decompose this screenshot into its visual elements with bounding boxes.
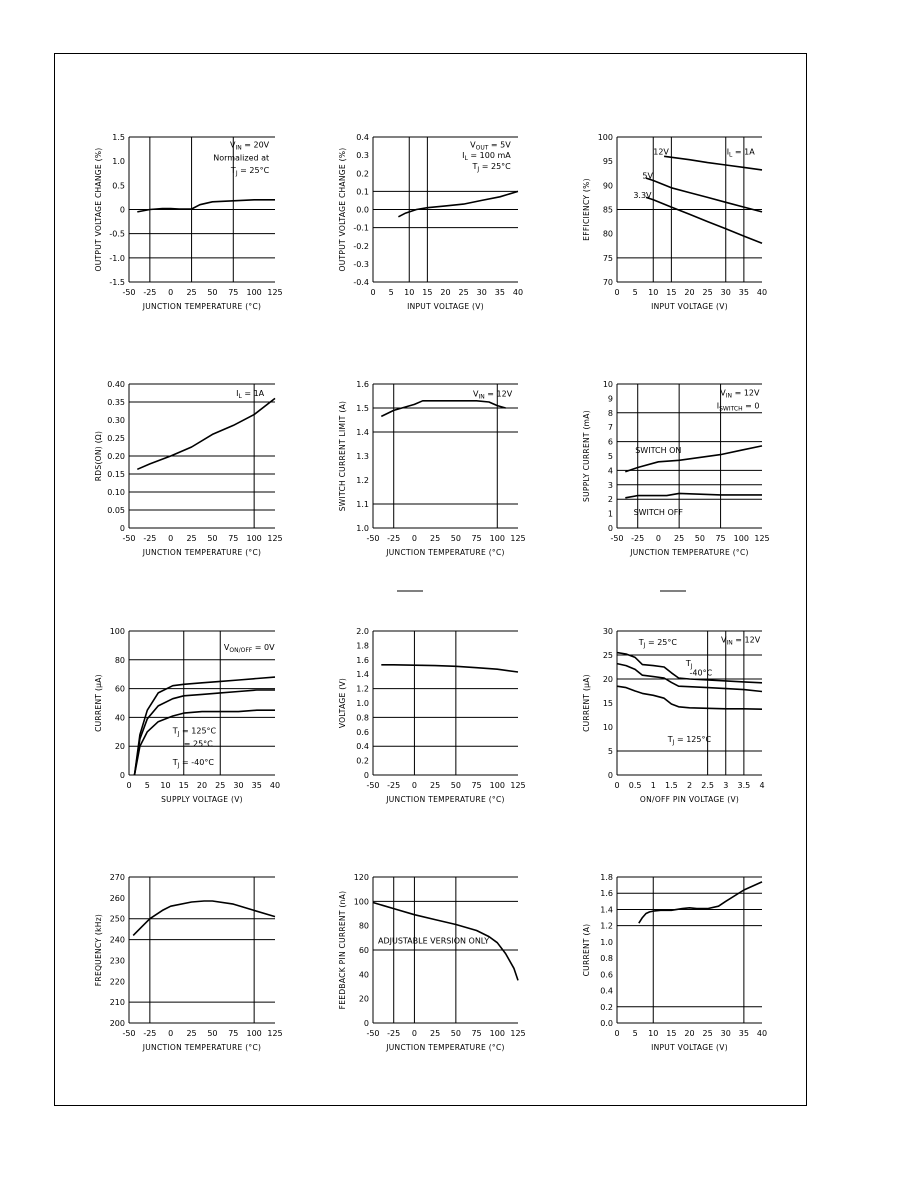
chart-c12 [582, 873, 767, 1052]
x-tick-label: 125 [754, 534, 770, 543]
y-tick-label: 8 [607, 408, 613, 418]
x-tick-label: 125 [510, 1029, 526, 1038]
x-tick-label: 20 [684, 288, 695, 297]
x-tick-label: 100 [733, 534, 749, 543]
x-tick-label: 0 [411, 781, 417, 790]
x-tick-label: 20 [684, 1029, 695, 1038]
x-tick-label: 25 [674, 534, 685, 543]
x-tick-label: 100 [246, 1029, 262, 1038]
x-axis-label: JUNCTION TEMPERATURE (°C) [142, 1043, 262, 1052]
x-tick-label: 25 [458, 288, 469, 297]
x-tick-label: 100 [246, 288, 262, 297]
annotation: -40°C [689, 668, 713, 678]
chart-c5 [338, 380, 526, 557]
x-tick-label: 0 [370, 288, 376, 297]
y-tick-label: 0.35 [107, 398, 125, 407]
y-tick-label: 20 [358, 994, 369, 1004]
x-tick-label: 40 [269, 781, 281, 790]
y-tick-label: 60 [358, 946, 369, 955]
x-tick-label: 75 [228, 1029, 239, 1038]
y-tick-label: 70 [602, 278, 613, 287]
y-tick-label: 120 [353, 873, 369, 882]
x-tick-label: -25 [143, 1029, 157, 1038]
y-axis-label: SUPPLY CURRENT (mA) [582, 410, 591, 502]
y-tick-label: 1.0 [112, 157, 125, 167]
x-tick-label: 40 [756, 288, 768, 297]
annotation: $V_{OUT} = 5V$ [470, 140, 511, 152]
x-tick-label: 100 [246, 534, 262, 543]
x-tick-label: 25 [430, 1029, 441, 1038]
y-tick-label: 1.2 [356, 476, 369, 485]
y-tick-label: 85 [602, 205, 613, 215]
y-tick-label: 1.6 [600, 889, 613, 899]
x-tick-label: 50 [207, 534, 218, 543]
y-tick-label: 0.05 [107, 506, 125, 515]
x-tick-label: 15 [666, 288, 677, 297]
y-tick-label: 230 [109, 956, 125, 966]
y-tick-label: 1.4 [600, 905, 613, 915]
chart-c3 [582, 133, 767, 311]
y-tick-label: 95 [602, 157, 613, 167]
x-tick-label: -50 [366, 534, 380, 543]
x-tick-label: 75 [471, 534, 482, 543]
x-tick-label: 25 [186, 534, 197, 543]
x-tick-label: 3.5 [737, 781, 751, 790]
series-line [664, 156, 762, 170]
chart-c6 [582, 380, 770, 557]
y-tick-label: 0.0 [356, 205, 369, 215]
y-tick-label: 40 [114, 713, 125, 723]
x-tick-label: -25 [143, 534, 157, 543]
x-tick-label: 50 [450, 534, 461, 543]
x-tick-label: 25 [430, 781, 441, 790]
y-tick-label: 9 [607, 394, 613, 404]
y-tick-label: 1.0 [356, 699, 369, 708]
annotation: $V_{ON/OFF} = 0V$ [223, 642, 275, 654]
y-tick-label: 0.4 [356, 133, 369, 142]
x-tick-label: -50 [610, 534, 624, 543]
y-tick-label: 80 [602, 229, 613, 239]
y-tick-label: 240 [109, 935, 125, 945]
x-tick-label: 4 [759, 781, 765, 790]
x-tick-label: 50 [694, 534, 705, 543]
y-tick-label: 100 [109, 627, 125, 636]
x-tick-label: 40 [756, 1029, 768, 1038]
x-tick-label: 0 [655, 534, 661, 543]
series-line [398, 191, 518, 216]
y-tick-label: 1.2 [356, 684, 369, 694]
y-tick-label: 5 [607, 452, 613, 461]
x-tick-label: 50 [450, 781, 461, 790]
x-tick-label: 2 [686, 781, 693, 790]
x-tick-label: 5 [632, 288, 638, 297]
x-tick-label: 75 [471, 781, 482, 790]
y-tick-label: 0 [363, 1019, 369, 1028]
annotation: $I_{SWITCH} = 0$ [716, 401, 760, 413]
x-tick-label: 50 [207, 288, 218, 297]
annotation: $T_J = 25^\circ C$ [472, 162, 511, 173]
y-axis-label: CURRENT (μA) [582, 674, 591, 732]
y-tick-label: 0.2 [600, 1002, 613, 1012]
x-tick-label: 100 [489, 534, 505, 543]
y-tick-label: 0 [119, 524, 125, 533]
x-axis-label: JUNCTION TEMPERATURE (°C) [386, 795, 505, 804]
y-tick-label: 0.20 [107, 452, 125, 461]
y-tick-label: 220 [109, 977, 125, 987]
y-tick-label: 90 [602, 181, 613, 191]
x-axis-label: JUNCTION TEMPERATURE (°C) [630, 548, 749, 557]
annotation: 12V [653, 147, 669, 157]
x-tick-label: 25 [702, 1029, 713, 1038]
x-tick-label: 75 [471, 1029, 482, 1038]
series-line [646, 178, 762, 212]
annotation: $V_{IN} = 12V$ [720, 635, 761, 647]
y-tick-label: 60 [114, 684, 125, 694]
y-tick-label: 2 [607, 495, 613, 505]
y-tick-label: 40 [358, 970, 369, 980]
x-tick-label: 0 [614, 288, 620, 297]
y-tick-label: 4 [607, 466, 613, 476]
x-tick-label: 125 [510, 781, 526, 790]
y-tick-label: 0.10 [107, 488, 125, 497]
x-tick-label: 20 [196, 781, 208, 790]
series-line [625, 493, 762, 497]
y-tick-label: 80 [358, 921, 369, 931]
chart-c2 [338, 133, 523, 311]
x-tick-label: 40 [512, 288, 524, 297]
chart-c9 [582, 627, 765, 804]
x-tick-label: 25 [186, 1029, 197, 1038]
annotation: $I_L = 1A$ [726, 147, 755, 159]
y-tick-label: 0.1 [356, 187, 369, 197]
x-tick-label: -50 [122, 1029, 136, 1038]
x-tick-label: 0 [614, 781, 620, 790]
y-tick-label: 0.4 [356, 742, 369, 752]
y-tick-label: 0.40 [107, 380, 125, 389]
y-tick-label: 0 [607, 771, 613, 780]
x-axis-label: INPUT VOLTAGE (V) [651, 302, 728, 311]
x-tick-label: 10 [648, 288, 659, 297]
y-axis-label: FEEDBACK PIN CURRENT (nA) [338, 890, 347, 1010]
y-tick-label: -0.1 [353, 223, 369, 233]
y-tick-label: 100 [597, 133, 613, 142]
chart-c1 [94, 133, 283, 311]
annotation: $T_J$ [685, 659, 693, 671]
x-tick-label: 35 [251, 781, 262, 790]
x-axis-label: INPUT VOLTAGE (V) [651, 1043, 728, 1052]
y-tick-label: -0.4 [353, 278, 369, 287]
series-line [137, 200, 275, 212]
x-axis-label: ON/OFF PIN VOLTAGE (V) [639, 795, 740, 804]
x-tick-label: 125 [510, 534, 526, 543]
x-tick-label: 25 [430, 534, 441, 543]
x-tick-label: 0 [168, 534, 174, 543]
y-axis-label: EFFICIENCY (%) [582, 178, 591, 241]
x-tick-label: 75 [715, 534, 726, 543]
chart-c10 [94, 873, 283, 1052]
y-tick-label: 250 [109, 914, 125, 924]
annotation: $T_J = 125^\circ C$ [172, 726, 217, 738]
y-axis-label: VOLTAGE (V) [338, 677, 347, 729]
x-tick-label: -25 [143, 288, 157, 297]
y-tick-label: 15 [602, 699, 613, 708]
y-tick-label: 0.2 [356, 756, 369, 766]
y-tick-label: 0.8 [600, 954, 613, 964]
y-tick-label: 25 [602, 651, 613, 660]
x-tick-label: 1.5 [665, 781, 678, 790]
y-tick-label: 7 [607, 423, 613, 433]
x-tick-label: 100 [489, 1029, 505, 1038]
x-axis-label: JUNCTION TEMPERATURE (°C) [142, 548, 262, 557]
y-tick-label: 0.25 [107, 434, 125, 443]
x-tick-label: -50 [366, 781, 380, 790]
y-tick-label: 10 [602, 380, 613, 389]
y-tick-label: -0.2 [353, 241, 369, 251]
y-tick-label: 0 [607, 524, 613, 533]
annotation: SWITCH ON [635, 446, 682, 456]
annotation: 3.3V [633, 191, 652, 200]
y-tick-label: 20 [602, 675, 613, 684]
annotation: $T_J = 125^\circ C$ [667, 735, 712, 746]
y-tick-label: 0.4 [600, 986, 613, 996]
y-tick-label: 0.3 [356, 151, 369, 161]
x-tick-label: -25 [631, 534, 645, 543]
y-tick-label: 1.8 [356, 641, 369, 651]
y-tick-label: 210 [109, 998, 125, 1008]
y-tick-label: 270 [109, 873, 125, 882]
x-tick-label: 0 [411, 1029, 417, 1038]
x-tick-label: 25 [186, 288, 197, 297]
x-tick-label: -25 [387, 534, 401, 543]
y-tick-label: 2.0 [356, 627, 369, 636]
y-tick-label: 200 [109, 1019, 125, 1028]
x-tick-label: 20 [440, 288, 451, 297]
x-tick-label: 5 [632, 1029, 638, 1038]
x-tick-label: 1 [650, 781, 656, 790]
series-line [381, 401, 505, 417]
x-axis-label: JUNCTION TEMPERATURE (°C) [142, 302, 262, 311]
y-tick-label: 0.2 [356, 169, 369, 179]
x-tick-label: 2.5 [701, 781, 714, 790]
y-axis-label: SWITCH CURRENT LIMIT (A) [338, 400, 347, 512]
x-tick-label: 50 [207, 1029, 218, 1038]
x-tick-label: 15 [666, 1029, 677, 1038]
x-tick-label: 3 [723, 781, 729, 790]
y-tick-label: 0.0 [600, 1019, 613, 1028]
x-axis-label: SUPPLY VOLTAGE (V) [161, 795, 243, 804]
x-tick-label: 50 [450, 1029, 461, 1038]
y-tick-label: 100 [353, 897, 369, 907]
x-tick-label: 30 [720, 1029, 731, 1038]
y-tick-label: 75 [602, 253, 613, 263]
y-tick-label: 1.5 [356, 404, 369, 413]
y-tick-label: 1.6 [356, 655, 369, 665]
x-tick-label: 10 [160, 781, 171, 790]
x-tick-label: -25 [387, 781, 401, 790]
y-tick-label: 1.5 [112, 133, 125, 142]
x-tick-label: 5 [144, 781, 150, 790]
y-tick-label: 1.0 [600, 937, 613, 947]
annotation: $V_{IN} = 20V$ [229, 140, 270, 152]
annotation: $V_{IN} = 12V$ [472, 389, 513, 401]
annotation: Normalized at [213, 153, 270, 163]
y-axis-label: OUTPUT VOLTAGE CHANGE (%) [338, 147, 347, 272]
y-tick-label: 1.1 [356, 500, 369, 509]
chart-c7 [94, 627, 280, 804]
x-tick-label: 35 [738, 1029, 749, 1038]
annotation: $T_J = -40^\circ C$ [172, 758, 214, 770]
annotation: $T_J = 25^\circ C$ [638, 638, 677, 650]
annotation: 5V [642, 171, 653, 181]
x-axis-label: JUNCTION TEMPERATURE (°C) [386, 1043, 505, 1052]
x-tick-label: 100 [489, 781, 505, 790]
y-tick-label: 1.4 [356, 428, 369, 437]
y-tick-label: 0.15 [107, 470, 125, 479]
annotation: $I_L = 1A$ [236, 389, 265, 400]
x-tick-label: -50 [122, 288, 136, 297]
y-tick-label: 30 [602, 627, 613, 636]
x-tick-label: 0 [168, 1029, 174, 1038]
y-tick-label: 80 [114, 655, 125, 665]
x-tick-label: 75 [228, 534, 239, 543]
y-tick-label: 0 [119, 205, 125, 215]
x-tick-label: 125 [267, 288, 283, 297]
y-axis-label: FREQUENCY (kHz) [94, 913, 103, 987]
y-tick-label: 0 [363, 771, 369, 780]
x-tick-label: 15 [178, 781, 189, 790]
y-tick-label: 0.6 [600, 970, 613, 980]
y-axis-label: CURRENT (A) [582, 923, 591, 977]
x-tick-label: 10 [404, 288, 415, 297]
annotation: ADJUSTABLE VERSION ONLY [377, 936, 490, 946]
x-axis-label: INPUT VOLTAGE (V) [407, 302, 484, 311]
y-tick-label: 0 [119, 771, 125, 780]
y-tick-label: 6 [607, 437, 613, 447]
chart-c11 [338, 873, 526, 1052]
x-tick-label: 30 [720, 288, 731, 297]
y-tick-label: 3 [607, 480, 613, 490]
x-tick-label: -50 [122, 534, 136, 543]
y-tick-label: 260 [109, 893, 125, 903]
x-tick-label: 30 [233, 781, 244, 790]
y-tick-label: 0.30 [107, 416, 125, 425]
x-tick-label: 125 [267, 1029, 283, 1038]
x-tick-label: 35 [494, 288, 505, 297]
x-tick-label: 0 [614, 1029, 620, 1038]
series-line [381, 665, 518, 672]
x-tick-label: 30 [476, 288, 487, 297]
annotation: $V_{IN} = 12V$ [720, 388, 760, 400]
y-tick-label: 1.2 [600, 921, 613, 931]
annotation: SWITCH OFF [633, 508, 683, 518]
annotation: $I_L = 100$ mA [462, 151, 511, 163]
x-tick-label: 75 [228, 288, 239, 297]
x-tick-label: -50 [366, 1029, 380, 1038]
x-tick-label: 15 [422, 288, 433, 297]
chart-c4 [94, 380, 283, 557]
y-tick-label: 0.5 [112, 181, 125, 191]
y-tick-label: -0.5 [109, 229, 125, 239]
y-tick-label: 1 [607, 509, 613, 519]
x-tick-label: 5 [388, 288, 394, 297]
x-tick-label: 125 [267, 534, 283, 543]
y-tick-label: 1.6 [356, 380, 369, 389]
x-tick-label: -25 [387, 1029, 401, 1038]
x-axis-label: JUNCTION TEMPERATURE (°C) [386, 548, 505, 557]
y-tick-label: 1.4 [356, 670, 369, 680]
x-tick-label: 25 [215, 781, 226, 790]
y-tick-label: 0.6 [356, 727, 369, 737]
x-tick-label: 10 [648, 1029, 659, 1038]
x-tick-label: 0 [411, 534, 417, 543]
y-axis-label: CURRENT (μA) [94, 674, 103, 732]
y-tick-label: 0.8 [356, 713, 369, 723]
y-tick-label: 1.3 [356, 452, 369, 461]
y-axis-label: OUTPUT VOLTAGE CHANGE (%) [94, 147, 103, 272]
x-tick-label: 0 [168, 288, 174, 297]
y-tick-label: 1.0 [356, 524, 369, 533]
y-tick-label: 10 [602, 723, 613, 732]
annotation: = 25°C [183, 739, 213, 749]
y-tick-label: 5 [607, 747, 613, 756]
annotation: $T_J = 25^\circ C$ [230, 165, 270, 177]
series-line [646, 197, 762, 243]
x-tick-label: 0.5 [628, 781, 642, 790]
chart-c8 [338, 627, 526, 804]
x-tick-label: 0 [126, 781, 132, 790]
y-axis-label: RDS(ON) (Ω) [94, 430, 103, 482]
x-tick-label: 35 [738, 288, 749, 297]
y-tick-label: -1.5 [109, 278, 125, 287]
y-tick-label: 20 [114, 742, 125, 752]
y-tick-label: -0.3 [353, 259, 369, 269]
y-tick-label: -1.0 [109, 253, 125, 263]
y-tick-label: 1.8 [600, 873, 613, 882]
x-tick-label: 25 [702, 288, 713, 297]
